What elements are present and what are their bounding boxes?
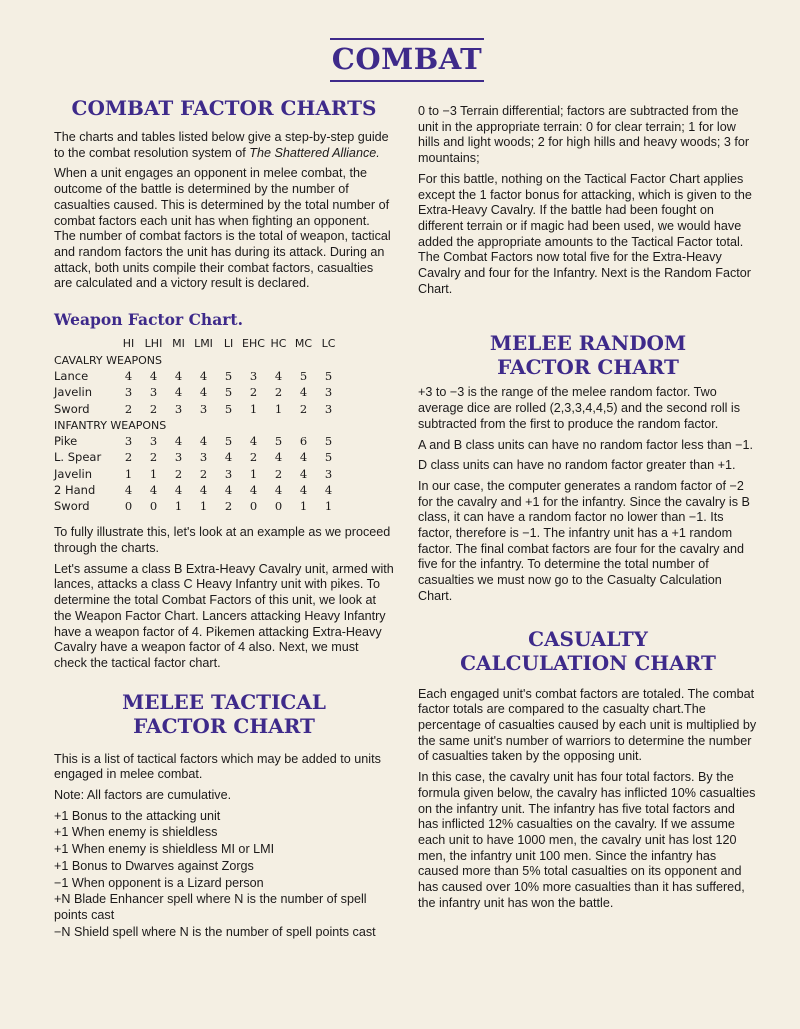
factor-cell: 4: [174, 385, 183, 400]
factor-cell: 2: [249, 385, 258, 400]
casualty-method-paragraph: Each engaged unit's combat factors are totaled. The combat factor totals are compared to the casualty chart.The percentage of casualties caused by each unit is multiplied by the same unit's number of warriors to determine the number of casualties taken by the opposing unit.: [418, 686, 757, 764]
factor-cell: 3: [249, 368, 258, 383]
factor-cell: 4: [149, 368, 158, 383]
factor-cell: 2: [149, 401, 158, 416]
factor-cell: 4: [174, 368, 183, 383]
category-label: CAVALRY WEAPONS: [54, 353, 162, 367]
melee-tactical-heading-line2: FACTOR CHART: [133, 713, 315, 738]
factor-cell: 0: [249, 499, 258, 514]
column-header: MI: [172, 337, 185, 351]
weapon-name: Lance: [54, 368, 89, 383]
factor-cell: 4: [299, 450, 308, 465]
factor-cell: 4: [199, 434, 208, 449]
table-category-row: [54, 418, 341, 434]
table-row: [54, 369, 341, 385]
intro-text: The charts and tables listed below give a step-by-step guide to the combat resolution system of: [54, 130, 389, 160]
factor-cell: 1: [174, 499, 183, 514]
column-header: LHI: [144, 337, 163, 351]
weapon-name: 2 Hand: [54, 483, 96, 497]
factor-cell: 5: [299, 368, 308, 383]
factor-cell: 4: [324, 483, 333, 497]
factor-cell: 2: [199, 466, 208, 481]
melee-tactical-heading-line1: MELEE TACTICAL: [122, 689, 326, 714]
factor-cell: 4: [199, 483, 208, 497]
factor-cell: 3: [224, 466, 233, 481]
list-item: +1 Bonus to the attacking unit: [54, 808, 221, 823]
factor-cell: 2: [124, 450, 133, 465]
weapon-name: Javelin: [54, 466, 92, 481]
factor-cell: 3: [199, 450, 208, 465]
factor-cell: 1: [249, 466, 258, 481]
casualty-heading-line1: CASUALTY: [528, 626, 648, 651]
factor-cell: 1: [124, 466, 133, 481]
factor-cell: 5: [224, 385, 233, 400]
factor-cell: 0: [274, 499, 283, 514]
factor-cell: 2: [249, 450, 258, 465]
table-row: [54, 434, 341, 450]
weapon-factor-table: [54, 336, 341, 515]
factor-cell: 3: [174, 450, 183, 465]
weapon-name: Pike: [54, 434, 78, 449]
factor-cell: 2: [224, 499, 233, 514]
factor-cell: 4: [299, 466, 308, 481]
factor-cell: 1: [324, 499, 333, 514]
column-header: MC: [294, 337, 313, 351]
tactical-intro-paragraph: This is a list of tactical factors which may be added to units engaged in melee combat.: [54, 751, 381, 782]
page-title: COMBAT: [331, 42, 483, 76]
factor-cell: 4: [224, 483, 233, 497]
factor-cell: 0: [124, 499, 133, 514]
factor-cell: 4: [274, 483, 283, 497]
column-header: HC: [270, 337, 287, 351]
factor-cell: 4: [299, 385, 308, 400]
random-range-paragraph: +3 to −3 is the range of the melee random factor. Two average dice are rolled (2,3,3,4,4,5) and the second roll is subtracted from the first to produce the random factor.: [418, 385, 741, 431]
factor-cell: 1: [149, 466, 158, 481]
factor-cell: 1: [274, 401, 283, 416]
factor-cell: 5: [224, 401, 233, 416]
factor-cell: 2: [274, 385, 283, 400]
factor-cell: 4: [124, 368, 133, 383]
factor-cell: 3: [174, 401, 183, 416]
game-title: The Shattered Alliance.: [249, 145, 380, 160]
table-row: [54, 385, 341, 401]
factor-cell: 1: [199, 499, 208, 514]
factor-cell: 6: [299, 434, 308, 449]
factor-cell: 3: [124, 385, 133, 400]
factor-cell: 2: [149, 450, 158, 465]
factor-cell: 4: [149, 483, 158, 497]
weapon-name: L. Spear: [54, 450, 102, 465]
factor-cell: 5: [224, 368, 233, 383]
table-row: [54, 450, 341, 466]
table-header-row: [54, 336, 341, 352]
melee-random-heading-line2: FACTOR CHART: [497, 355, 679, 380]
factor-cell: 3: [324, 401, 333, 416]
list-item: +1 When enemy is shieldless MI or LMI: [54, 842, 275, 857]
combat-factor-charts-heading: COMBAT FACTOR CHARTS: [71, 96, 377, 120]
list-item: +1 When enemy is shieldless: [54, 825, 218, 840]
factor-cell: 4: [274, 450, 283, 465]
factor-cell: 2: [174, 466, 183, 481]
factor-cell: 4: [274, 368, 283, 383]
column-header: LI: [223, 337, 234, 351]
factor-cell: 3: [149, 385, 158, 400]
factor-cell: 4: [199, 385, 208, 400]
factor-cell: 3: [149, 434, 158, 449]
tactical-note: Note: All factors are cumulative.: [54, 788, 232, 803]
terrain-paragraph: 0 to −3 Terrain differential; factors are subtracted from the unit in the appropriate terrain: 0 for clear terrain; 1 for low hills and light woods; 2 for high hills and heavy woods; 3 for mountains;: [418, 104, 750, 166]
factor-cell: 4: [249, 483, 258, 497]
factor-cell: 4: [174, 434, 183, 449]
factor-cell: 4: [199, 368, 208, 383]
factor-cell: 4: [249, 434, 258, 449]
factor-cell: 5: [324, 368, 333, 383]
random-example-paragraph: In our case, the computer generates a random factor of −2 for the cavalry and +1 for the infantry. Since the cavalry is B class, it can have a random factor no lower than −1. Its factor, therefore is −1. The infantry unit has a +1 random factor. The final combat factors are four for the cavalry and five for the infantry. To determine the total number of casualties we must now go to the Casualty Calculation Chart.: [418, 478, 750, 603]
list-item: +1 Bonus to Dwarves against Zorgs: [54, 858, 254, 873]
factor-cell: 3: [199, 401, 208, 416]
factor-cell: 2: [124, 401, 133, 416]
table-row: [54, 483, 341, 499]
factor-cell: 3: [324, 385, 333, 400]
list-item: −1 When opponent is a Lizard person: [54, 875, 264, 890]
table-row: [54, 401, 341, 417]
factor-cell: 4: [174, 483, 183, 497]
factor-cell: 5: [224, 434, 233, 449]
weapon-name: Sword: [54, 499, 90, 514]
casualty-heading-line2: CALCULATION CHART: [460, 650, 716, 675]
factor-cell: 1: [299, 499, 308, 514]
casualty-example-paragraph: In this case, the cavalry unit has four total factors. By the formula given below, the cavalry has inflicted 10% casualties on the infantry unit. The infantry has five total factors and has inflicted 12% casualties on the cavalry. If we assume each unit to have 1000 men, the cavalry unit has lost 120 men, the infantry unit 100 men. Since the infantry has caused more than 5% total casualties on its opponent and has caused over 10% more casualties than it has suffered, the infantry unit has won the battle.: [418, 770, 756, 910]
tactical-factor-list: [54, 809, 394, 941]
factor-cell: 5: [324, 450, 333, 465]
category-label: INFANTRY WEAPONS: [54, 418, 167, 432]
table-row: [54, 466, 341, 482]
factor-cell: 5: [324, 434, 333, 449]
example-weapon-paragraph: Let's assume a class B Extra-Heavy Cavalry unit, armed with lances, attacks a class C Heavy Infantry unit with pikes. To determine the total Combat Factors of this unit, we look at the Weapon Factor Chart. Lancers attacking Heavy Infantry have a weapon factor of 4. Pikemen attacking Extra-Heavy Cavalry have a weapon factor of 4 also. Next, we must check the tactical factor chart.: [54, 561, 394, 670]
column-header: EHC: [242, 337, 265, 351]
list-item: −N Shield spell where N is the number of spell points cast: [54, 924, 376, 939]
melee-explanation-paragraph: When a unit engages an opponent in melee combat, the outcome of the battle is determined by the number of casualties caused. This is determined by the total number of combat factors each unit has when fighting an opponent. The number of combat factors is the total of weapon, tactical and random factors the unit has during its attack. During an attack, both units compile their combat factors, casualties are calculated and a victory result is declared.: [54, 166, 391, 291]
battle-paragraph: For this battle, nothing on the Tactical Factor Chart applies except the 1 factor bonus for attacking, which is given to the Extra-Heavy Cavalry. If the battle had been fought on different terrain or if magic had been used, we would have added the appropriate amounts to the Tactical Factor total. The Combat Factors now total five for the Extra-Heavy Cavalry and four for the Infantry. Next is the Random Factor Chart.: [418, 171, 752, 296]
factor-cell: 3: [324, 466, 333, 481]
table-row: [54, 499, 341, 515]
column-header: HI: [122, 337, 135, 351]
example-intro-paragraph: To fully illustrate this, let's look at an example as we proceed through the charts.: [54, 525, 391, 555]
factor-cell: 5: [274, 434, 283, 449]
list-item: +N Blade Enhancer spell where N is the number of spell points cast: [54, 892, 367, 922]
factor-cell: 2: [274, 466, 283, 481]
page-title-frame: [330, 38, 484, 82]
factor-cell: 4: [224, 450, 233, 465]
factor-cell: 3: [124, 434, 133, 449]
weapon-name: Javelin: [54, 385, 92, 400]
right-column: [418, 104, 758, 916]
weapon-name: Sword: [54, 401, 90, 416]
column-header: LMI: [194, 337, 213, 351]
random-ab-class-paragraph: A and B class units can have no random factor less than −1.: [418, 437, 753, 452]
factor-cell: 1: [249, 401, 258, 416]
column-header: LC: [321, 337, 336, 351]
melee-random-heading-line1: MELEE RANDOM: [489, 331, 687, 356]
table-category-row: [54, 352, 341, 368]
factor-cell: 0: [149, 499, 158, 514]
weapon-factor-heading: Weapon Factor Chart.: [54, 310, 243, 330]
factor-cell: 4: [124, 483, 133, 497]
factor-cell: 2: [299, 401, 308, 416]
random-d-class-paragraph: D class units can have no random factor greater than +1.: [418, 458, 736, 473]
intro-paragraph: [54, 130, 394, 161]
left-column: [54, 96, 394, 941]
factor-cell: 4: [299, 483, 308, 497]
